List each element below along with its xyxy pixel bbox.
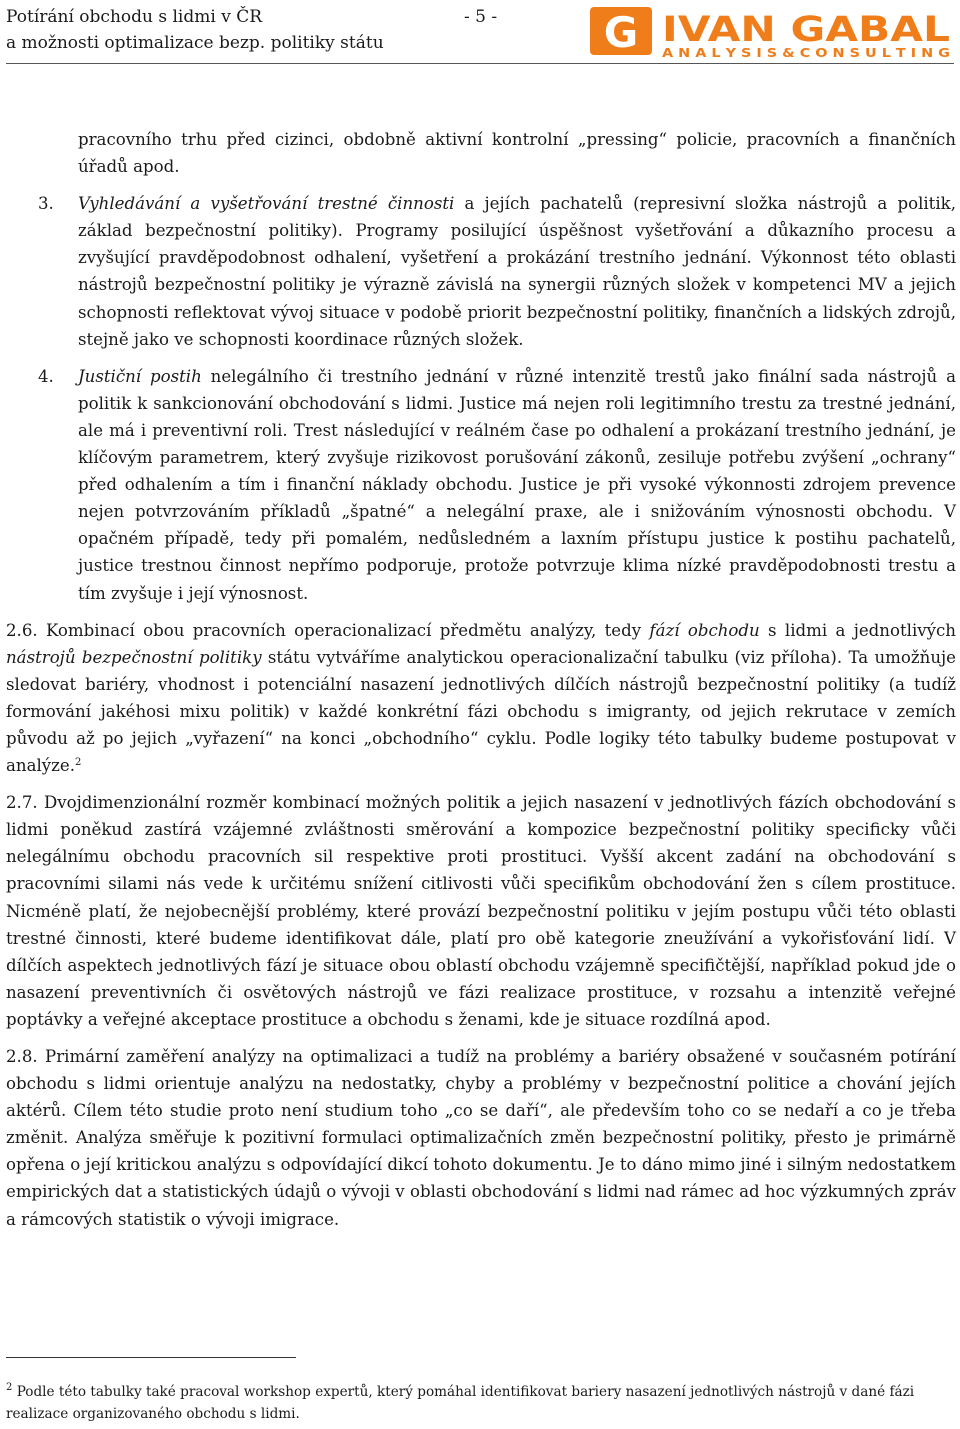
paragraph-2-6: 2.6. Kombinací obou pracovních operacionalizací předmětu analýzy, tedy fází obchodu s lidmi a jednotlivých nástrojů bezpečnostní politiky státu vytváříme analytickou operacionalizační tabulku (viz příloha). Ta umožňuje sledovat bariéry, vhodnost i potenciální nasazení jednotlivých dílčích nástrojů bezpečnostní politiky (a tudíž formování jakéhosi mixu politik) v každé konkrétní fázi obchodu s imigranty, od jejich rekrutace v zemích původu až po jejich „vyřazení“ na konci „obchodního“ cyklu. Podle logiky této tabulky budeme postupovat v analýze.$^2$ xyxy=(6,620,956,776)
logo-name: IVAN GABAL xyxy=(662,10,950,50)
list-item-title: Justiční postih xyxy=(78,366,202,386)
header-title: Potírání obchodu s lidmi v ČR xyxy=(6,7,263,27)
footnote-text: Podle této tabulky také pracoval workshop expertů, který pomáhal identifikovat bariery nasazení jednotlivých nástrojů v dané fázi realizace organizovaného obchodu s lidmi. xyxy=(6,1384,915,1422)
header-subtitle: a možnosti optimalizace bezp. politiky státu xyxy=(6,33,384,53)
paragraph-2-7: 2.7. Dvojdimenzionální rozměr kombinací možných politik a jejich nasazení v jednotlivých fázích obchodování s lidmi poněkud zastírá vzájemné zvláštnosti směrování a kompozice bezpečnostní politiky specificky vůči nelegálnímu obchodu pracovních sil respektive proti prostituci. Vyšší akcent zadání na obchodování s pracovními silami nás vede k určitému snížení citlivosti vůči specifikům obchodování žen s cílem prostituce. Nicméně platí, že nejobecnější problémy, které provází bezpečnostní politiku v jejím postupu vůči této oblasti trestné činnosti, které budeme identifikovat dále, platí pro obě kategorie zneužívání a vykořisťování lidí. V dílčích aspektech jednotlivých fází je situace obou oblastí obchodu vzájemně specifičtější, například pokud jde o nasazení preventivních či osvětových nástrojů ve fázi realizace prostituce, v rozsahu a intenzitě veřejné poptávky a veřejné akceptace prostituce a obchodu s ženami, kde je situace rozdílná apod. xyxy=(6,793,956,1029)
continuation-paragraph: pracovního trhu před cizinci, obdobně aktivní kontrolní „pressing“ policie, pracovních a finančních úřadů apod. xyxy=(78,130,956,177)
footnote-divider xyxy=(6,1357,296,1358)
company-logo xyxy=(588,7,954,59)
header-divider xyxy=(6,63,954,64)
list-item-title: Vyhledávání a vyšetřování trestné činnosti xyxy=(78,194,455,214)
paragraph-2-8: 2.8. Primární zaměření analýzy na optimalizaci a tudíž na problémy a bariéry obsažené v současném potírání obchodu s lidmi orientuje analýzu na nedostatky, chyby a problémy v bezpečnostní politice a chování jejích aktérů. Cílem této studie proto není studium toho „co se daří“, ale především toho co se nedaří a co je třeba změnit. Analýza směřuje k pozitivní formulaci optimalizačních změn bezpečnostní politiky, přesto je primárně opřena o její kritickou analýzu s odpovídající dikcí tohoto dokumentu. Je to dáno mimo jiné i silným nedostatkem empirických dat a statistických údajů o vývoji v oblasti obchodování s lidmi nad rámec ad hoc výzkumných zpráv a rámcových statistik o vývoji imigrace. xyxy=(6,1047,956,1229)
footnote-number: 2 xyxy=(6,1382,13,1393)
list-item-4 xyxy=(6,363,956,607)
list-number: 3. xyxy=(38,194,54,214)
list-number: 4. xyxy=(38,366,54,386)
page-header xyxy=(6,5,954,63)
list-item-text: nelegálního či trestního jednání v různé intenzitě trestů jako finální sada nástrojů a politik k sankcionování obchodování s lidmi. Justice má nejen roli legitimního trestu za trestné jednání, ale má i preventivní roli. Trest následující v reálném čase po odhalení a prokázaní trestního jednání, je klíčovým parametrem, který zvyšuje rizikovost porušování zákonů, zesiluje potřebu zvýšení „ochrany“ před odhalením a tím i finanční náklady obchodu. Justice je při vysoké výkonnosti zdrojem prevence nejen potvrzováním příkladů „špatné“ a nelegální praxe, ale i snižováním výnosnosti obchodu. V opačném případě, tedy při pomalém, nedůsledném a laxním přístupu justice k postihu pachatelů, justice trestnou činnost nepřímo podporuje, protože potvrzuje klima nízké pravděpodobnosti trestu a tím zvyšuje i její výnosnost. xyxy=(78,366,956,603)
page-number: - 5 - xyxy=(464,7,498,27)
list-item-text: a jejích pachatelů (represivní složka nástrojů a politik, základ bezpečnostní politiky). Programy posilující úspěšnost vyšetřování a důkazního procesu a zvyšující pravděpodobnost odhalení, vyšetření a prokázání trestního jednání. Výkonnost této oblasti nástrojů bezpečnostní politiky je výrazně závislá na synergii různých složek v kompetenci MV a jejich schopnosti reflektovat vývoj situace v podobě priorit bezpečnostní politiky, finančních a lidských zdrojů, stejně jako ve schopnosti koordinace různých složek. xyxy=(78,194,956,349)
emphasis-term: nástrojů bezpečnostní politiky xyxy=(6,647,262,667)
logo-tagline: A N A L Y S I S & C O N S U L T I N G xyxy=(662,46,950,59)
list-item-3 xyxy=(6,190,956,353)
footnote xyxy=(6,1381,956,1425)
footnote-reference[interactable]: 2 xyxy=(75,757,82,769)
document-body xyxy=(6,126,956,1233)
emphasis-term: fází obchodu xyxy=(649,620,760,640)
logo-mark: G xyxy=(603,8,639,57)
